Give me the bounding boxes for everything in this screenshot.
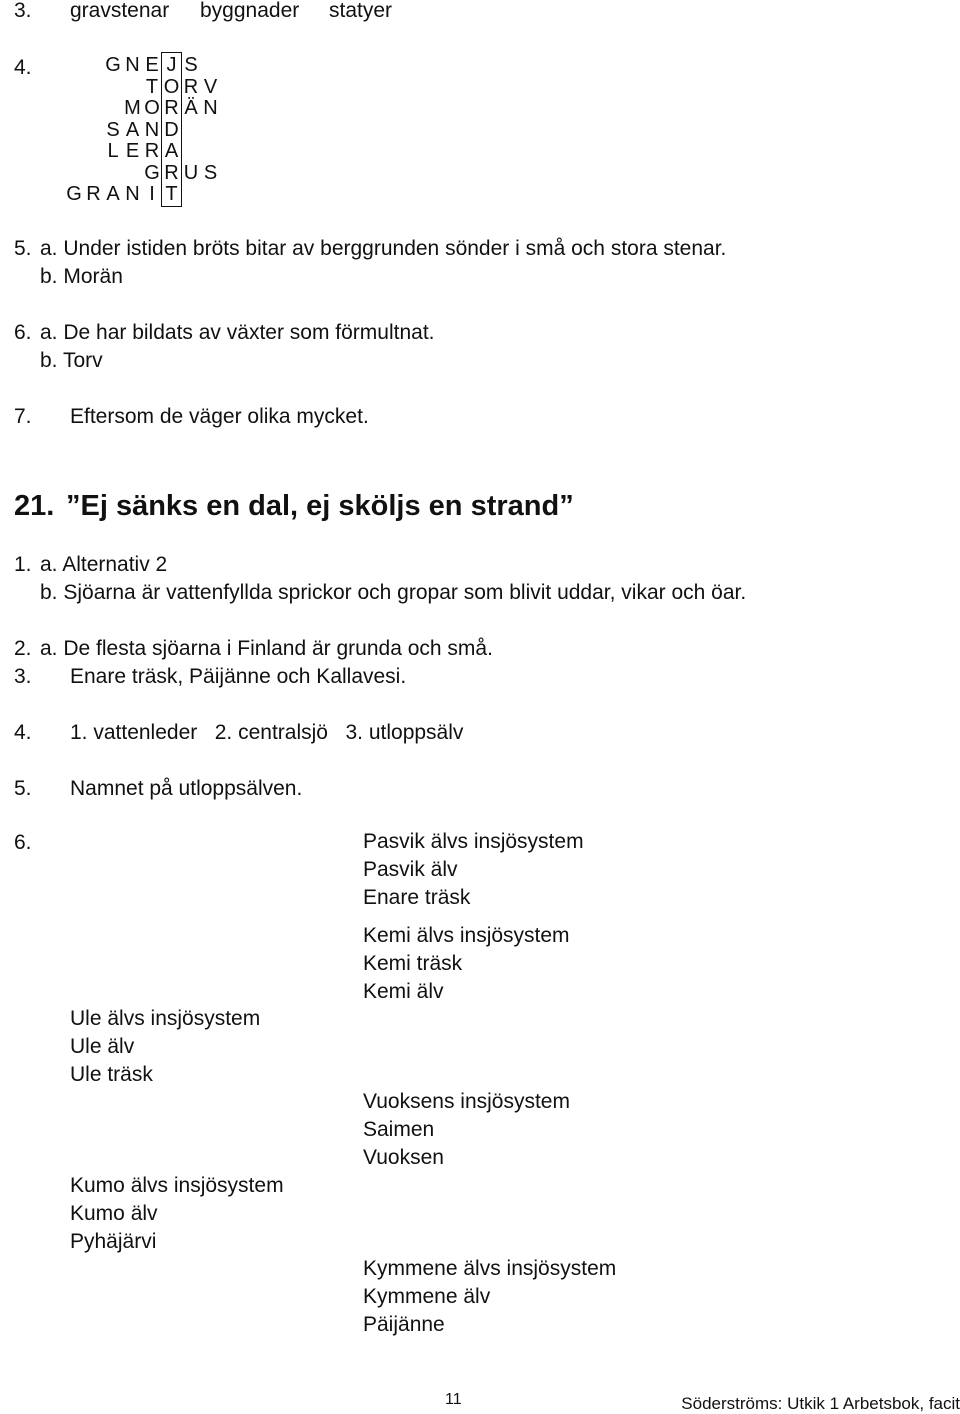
crossword-row — [0, 54, 260, 79]
crossword-letter: S — [184, 54, 198, 76]
answer-3: Enare träsk, Päijänne och Kallavesi. — [70, 665, 407, 688]
crossword-letter: G — [105, 54, 121, 76]
system-name: Kumo älvs insjösystem — [70, 1174, 284, 1197]
word-gravstenar: gravstenar — [70, 0, 170, 22]
crossword-letter: R — [86, 183, 101, 205]
crossword-letter: N — [203, 97, 218, 119]
crossword-letter: G — [66, 183, 82, 205]
system-lake: Pyhäjärvi — [70, 1230, 157, 1253]
system-river: Kemi älv — [363, 980, 444, 1003]
system-river: Vuoksen — [363, 1146, 444, 1169]
crossword-letter: R — [164, 97, 179, 119]
crossword-row — [0, 162, 260, 184]
system-name: Kemi älvs insjösystem — [363, 924, 570, 947]
item-number: 6. — [14, 321, 32, 344]
answer-4: 1. vattenleder 2. centralsjö 3. utloppsälv — [70, 721, 464, 744]
crossword-letter: D — [164, 118, 179, 141]
crossword-letter: J — [166, 54, 177, 76]
system-name: Pasvik älvs insjösystem — [363, 830, 584, 853]
crossword-letter: A — [125, 118, 140, 141]
crossword-letter: A — [106, 183, 120, 205]
crossword-letter: S — [106, 118, 120, 141]
crossword-letter: R — [164, 161, 179, 184]
crossword-letter: T — [145, 75, 159, 98]
crossword-letter: U — [183, 161, 199, 184]
page-number: 11 — [445, 1391, 462, 1408]
crossword-letter: M — [124, 97, 141, 119]
crossword-letter: A — [164, 140, 179, 162]
crossword-letter: V — [203, 75, 218, 98]
crossword-letter: E — [125, 140, 140, 162]
word-byggnader: byggnader — [200, 0, 300, 22]
item-number: 5. — [14, 237, 32, 260]
system-river: Kymmene älv — [363, 1285, 491, 1308]
crossword-letter: R — [144, 140, 160, 162]
system-ule — [70, 1005, 260, 1089]
footer-source: Söderströms: Utkik 1 Arbetsbok, facit — [681, 1394, 960, 1413]
crossword-row — [0, 97, 260, 119]
system-river: Pasvik älv — [363, 858, 458, 881]
section-number: 21. — [14, 490, 55, 522]
item-number: 7. — [14, 405, 32, 428]
item-number: 5. — [14, 777, 32, 800]
answer-5: Namnet på utloppsälven. — [70, 777, 303, 800]
answer-5b: b. Morän — [40, 265, 123, 288]
answer-1a: a. Alternativ 2 — [40, 553, 168, 576]
system-kemi — [363, 922, 570, 1006]
system-vuoksen — [363, 1088, 570, 1172]
item-number: 3. — [14, 0, 32, 22]
system-kymmene — [363, 1255, 616, 1339]
crossword-letter: G — [144, 161, 160, 184]
crossword-letter: I — [149, 183, 155, 205]
answer-1b: b. Sjöarna är vattenfyllda sprickor och gropar som blivit uddar, vikar och öar. — [40, 581, 747, 604]
word-statyer: statyer — [329, 0, 393, 22]
system-name: Kymmene älvs insjösystem — [363, 1257, 617, 1280]
crossword-letter: R — [183, 75, 199, 98]
crossword-letter: Ä — [184, 97, 198, 119]
crossword-letter: N — [125, 54, 140, 76]
crossword-number: 4. — [14, 56, 32, 79]
system-name: Vuoksens insjösystem — [363, 1090, 570, 1113]
system-name: Ule älvs insjösystem — [70, 1007, 261, 1030]
system-river: Kumo älv — [70, 1202, 158, 1225]
system-lake: Ule träsk — [70, 1063, 153, 1086]
crossword-letter: E — [145, 54, 159, 76]
section-title: ”Ej sänks en dal, ej sköljs en strand” — [66, 490, 574, 522]
system-lake: Kemi träsk — [363, 952, 463, 975]
crossword-letter: L — [107, 140, 119, 162]
system-kumo — [70, 1172, 284, 1256]
system-lake: Päijänne — [363, 1313, 445, 1336]
crossword-letter: N — [125, 183, 140, 205]
crossword-row — [0, 183, 260, 205]
crossword-letter: O — [144, 97, 160, 119]
crossword-grid — [0, 0, 260, 210]
system-river: Ule älv — [70, 1035, 135, 1058]
crossword-row — [0, 119, 260, 141]
item-number: 2. — [14, 637, 32, 660]
answer-6b: b. Torv — [40, 349, 103, 372]
system-pasvik — [363, 828, 584, 912]
answer-5a: a. Under istiden bröts bitar av berggrunden sönder i små och stora stenar. — [40, 237, 727, 260]
crossword-row — [0, 140, 260, 162]
system-lake: Saimen — [363, 1118, 435, 1141]
crossword-letter: S — [203, 161, 218, 184]
item-number: 1. — [14, 553, 32, 576]
crossword-letter: N — [144, 118, 160, 141]
crossword-row — [0, 76, 260, 98]
item-number: 6. — [14, 831, 32, 854]
item-number: 3. — [14, 665, 32, 688]
crossword-letter: O — [163, 75, 180, 98]
answer-7: Eftersom de väger olika mycket. — [70, 405, 369, 428]
item-number: 4. — [14, 721, 32, 744]
crossword-letter: T — [165, 183, 178, 205]
answer-6a: a. De har bildats av växter som förmultnat. — [40, 321, 435, 344]
system-lake: Enare träsk — [363, 886, 471, 909]
answer-2a: a. De flesta sjöarna i Finland är grunda och små. — [40, 637, 493, 660]
